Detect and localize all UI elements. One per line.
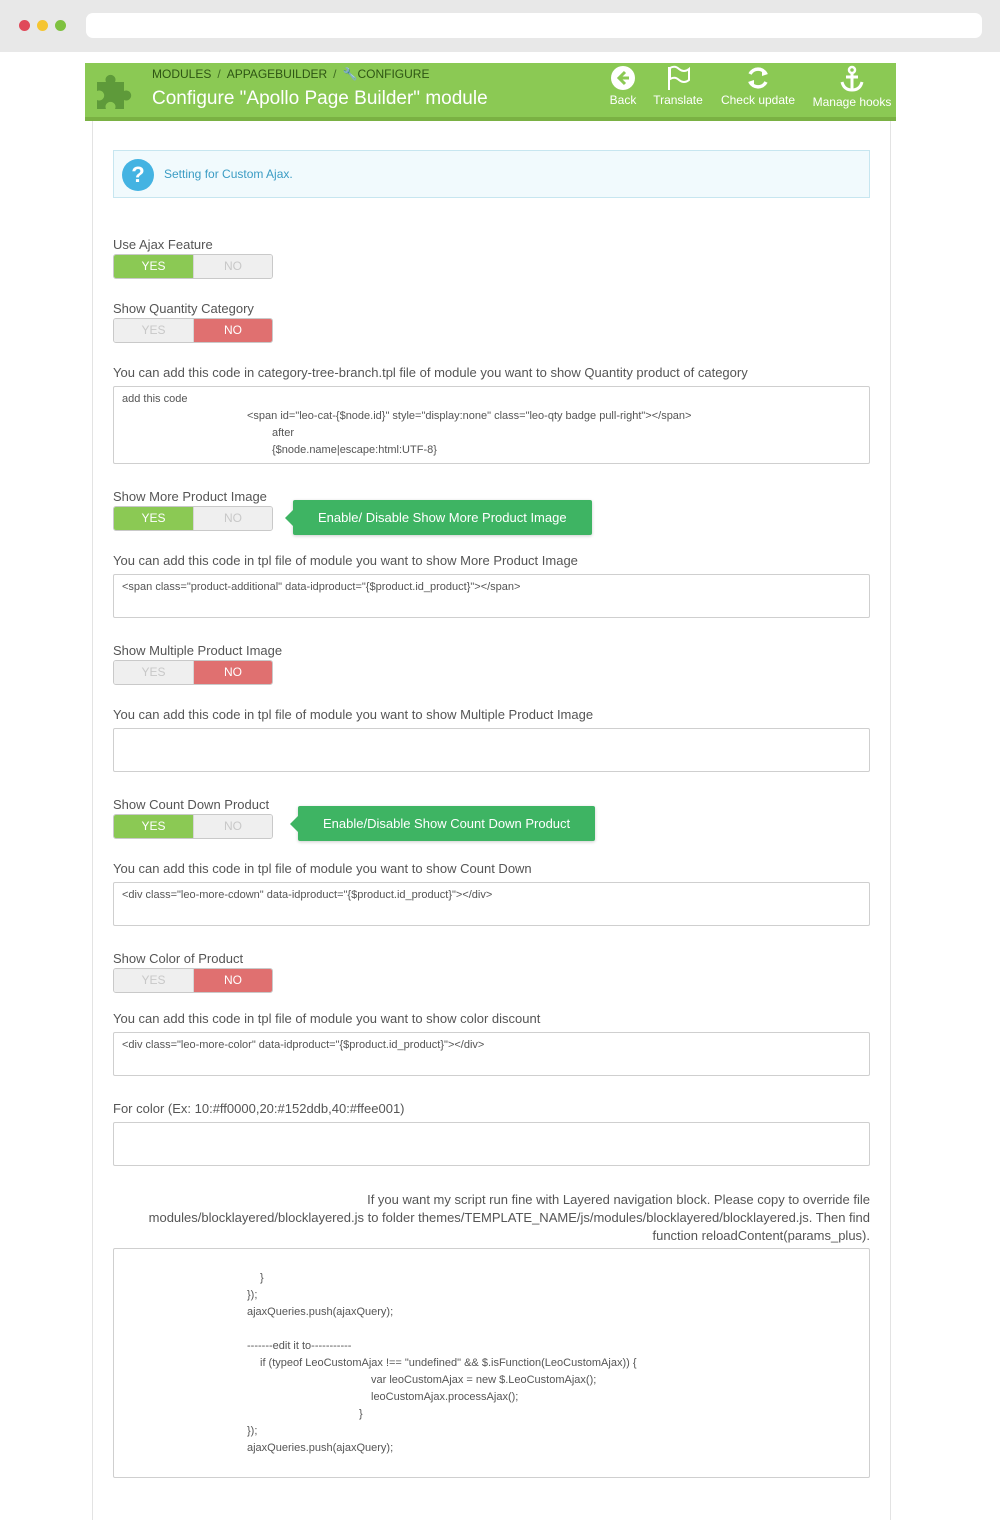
- code-line: });: [247, 1289, 258, 1301]
- code-line: var leoCustomAjax = new $.LeoCustomAjax();: [371, 1374, 597, 1386]
- info-text: Setting for Custom Ajax.: [164, 167, 293, 181]
- qty-category-switch[interactable]: [113, 318, 273, 343]
- code-line: });: [247, 1425, 258, 1437]
- more-image-label: Show More Product Image: [113, 489, 267, 504]
- more-image-help: You can add this code in tpl file of module you want to show More Product Image: [113, 553, 578, 568]
- count-down-yes-option[interactable]: YES: [114, 815, 193, 838]
- qty-category-yes-option[interactable]: YES: [114, 319, 193, 342]
- breadcrumb-configure: CONFIGURE: [357, 67, 430, 81]
- more-image-no-option[interactable]: NO: [193, 507, 272, 530]
- puzzle-logo-icon: [93, 70, 137, 110]
- manage-hooks-label: Manage hooks: [812, 95, 892, 109]
- ajax-feature-switch[interactable]: [113, 254, 273, 279]
- question-icon: ?: [122, 159, 154, 191]
- back-label: Back: [609, 93, 637, 107]
- count-down-tooltip: Enable/Disable Show Count Down Product: [298, 806, 595, 841]
- info-alert: [113, 150, 870, 198]
- color-yes-option[interactable]: YES: [114, 969, 193, 992]
- color-help: You can add this code in tpl file of module you want to show color discount: [113, 1011, 541, 1026]
- qty-category-code-textarea[interactable]: [113, 386, 870, 464]
- code-line: <span id="leo-cat-{$node.id}" style="display:none" class="leo-qty badge pull-right"></span>: [247, 410, 692, 422]
- code-line: after: [272, 427, 295, 439]
- multiple-image-code-textarea[interactable]: [113, 728, 870, 772]
- close-window-dot[interactable]: [19, 20, 30, 31]
- multiple-image-label: Show Multiple Product Image: [113, 643, 283, 658]
- color-switch[interactable]: [113, 968, 273, 993]
- code-line: leoCustomAjax.processAjax();: [371, 1391, 519, 1403]
- layered-code-textarea[interactable]: [113, 1248, 870, 1478]
- qty-category-no-option[interactable]: NO: [193, 319, 272, 342]
- count-down-label: Show Count Down Product: [113, 797, 270, 812]
- code-line: }: [260, 1272, 264, 1284]
- check-update-label: Check update: [720, 93, 796, 107]
- refresh-icon: [745, 65, 771, 91]
- minimize-window-dot[interactable]: [37, 20, 48, 31]
- browser-chrome: [0, 0, 1000, 52]
- ajax-no-option[interactable]: NO: [193, 255, 272, 278]
- code-line: ajaxQueries.push(ajaxQuery);: [247, 1306, 394, 1318]
- flag-icon: [665, 65, 691, 91]
- code-line: <div class="leo-more-color" data-idproduct="{$product.id_product}"></div>: [122, 1039, 485, 1051]
- layered-help-line: modules/blocklayered/blocklayered.js to folder themes/TEMPLATE_NAME/js/modules/blocklayered/blocklayered.js. Then find: [148, 1210, 870, 1225]
- more-image-tooltip: Enable/ Disable Show More Product Image: [293, 500, 592, 535]
- wrench-icon: 🔧: [342, 67, 358, 81]
- multiple-image-yes-option[interactable]: YES: [114, 661, 193, 684]
- back-arrow-icon: [610, 65, 636, 91]
- more-image-yes-option[interactable]: YES: [114, 507, 193, 530]
- multiple-image-no-option[interactable]: NO: [193, 661, 272, 684]
- breadcrumb-modules[interactable]: MODULES: [152, 67, 212, 81]
- breadcrumb: MODULES / APPAGEBUILDER / 🔧CONFIGURE: [152, 67, 430, 81]
- check-update-button[interactable]: [718, 65, 798, 107]
- more-image-code-textarea[interactable]: [113, 574, 870, 618]
- color-example-label: For color (Ex: 10:#ff0000,20:#152ddb,40:#ffee001): [113, 1101, 405, 1116]
- multiple-image-help: You can add this code in tpl file of module you want to show Multiple Product Image: [113, 707, 594, 722]
- layered-help-line: If you want my script run fine with Layered navigation block. Please copy to override file: [367, 1192, 870, 1207]
- code-line: <div class="leo-more-cdown" data-idproduct="{$product.id_product}"></div>: [122, 889, 493, 901]
- page-header: [85, 63, 896, 121]
- more-image-switch[interactable]: [113, 506, 273, 531]
- count-down-code-textarea[interactable]: [113, 882, 870, 926]
- code-line: -------edit it to-----------: [247, 1340, 352, 1352]
- qty-category-help: You can add this code in category-tree-branch.tpl file of module you want to show Quantity product of category: [113, 365, 748, 380]
- color-label: Show Color of Product: [113, 951, 244, 966]
- address-bar[interactable]: [86, 13, 982, 38]
- count-down-help: You can add this code in tpl file of module you want to show Count Down: [113, 861, 532, 876]
- color-code-textarea[interactable]: [113, 1032, 870, 1076]
- layered-help: [113, 1191, 870, 1245]
- qty-category-label: Show Quantity Category: [113, 301, 254, 316]
- multiple-image-switch[interactable]: [113, 660, 273, 685]
- page-title: Configure "Apollo Page Builder" module: [152, 88, 488, 109]
- ajax-yes-option[interactable]: YES: [114, 255, 193, 278]
- anchor-icon: [838, 65, 866, 93]
- code-line: {$node.name|escape:html:UTF-8}: [272, 444, 437, 456]
- code-line: }: [359, 1408, 363, 1420]
- code-line: add this code: [122, 393, 188, 405]
- ajax-feature-label: Use Ajax Feature: [113, 237, 213, 252]
- code-line: <span class="product-additional" data-idproduct="{$product.id_product}"></span>: [122, 581, 521, 593]
- count-down-switch[interactable]: [113, 814, 273, 839]
- translate-label: Translate: [653, 93, 703, 107]
- breadcrumb-appagebuilder[interactable]: APPAGEBUILDER: [226, 67, 328, 81]
- layered-help-line: function reloadContent(params_plus).: [652, 1228, 870, 1243]
- manage-hooks-button[interactable]: [810, 65, 894, 109]
- code-line: if (typeof LeoCustomAjax !== "undefined" && $.isFunction(LeoCustomAjax)) {: [260, 1357, 637, 1369]
- maximize-window-dot[interactable]: [55, 20, 66, 31]
- back-button[interactable]: [607, 65, 639, 107]
- color-no-option[interactable]: NO: [193, 969, 272, 992]
- count-down-no-option[interactable]: NO: [193, 815, 272, 838]
- translate-button[interactable]: [651, 65, 705, 107]
- color-value-input[interactable]: [113, 1122, 870, 1166]
- code-line: ajaxQueries.push(ajaxQuery);: [247, 1442, 394, 1454]
